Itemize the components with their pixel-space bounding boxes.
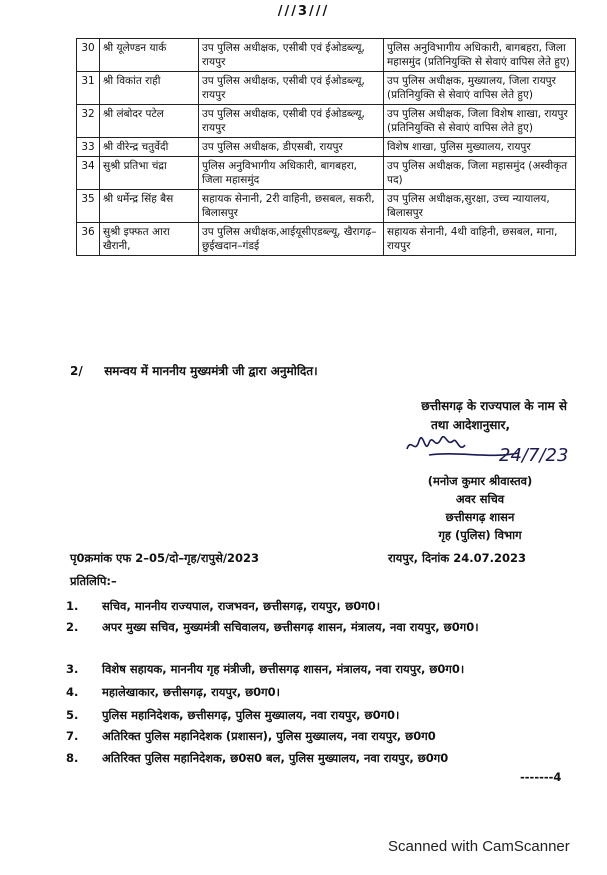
copy-number: 7. <box>66 729 79 743</box>
officer-name: श्री यूलेण्डन यार्क <box>100 39 199 72</box>
copy-number: 2. <box>66 620 79 634</box>
copy-number: 5. <box>66 708 79 722</box>
new-posting: उप पुलिस अधीक्षक, जिला विशेष शाखा, रायपुर (प्रतिनियुक्ति से सेवाएं वापिस लेते हुए) <box>384 105 576 138</box>
copy-text: अतिरिक्त पुलिस महानिदेशक, छ0स0 बल, पुलिस मुख्यालय, नवा रायपुर, छ0ग0 <box>102 751 449 765</box>
table-row <box>77 190 576 223</box>
copy-number: 1. <box>66 599 79 613</box>
signatory-name: (मनोज कुमार श्रीवास्तव) <box>427 474 533 488</box>
copy-recipient <box>66 597 566 615</box>
endorsement-number: पृ0क्रमांक एफ 2–05/दो–गृह/रापुसे/2023 <box>70 551 260 565</box>
table-row <box>77 223 576 256</box>
copy-heading: प्रतिलिपि:– <box>70 574 117 588</box>
officer-name: श्री लंबोदर पटेल <box>100 105 199 138</box>
signatory-department: गृह (पुलिस) विभाग <box>438 528 522 542</box>
row-number: 35 <box>77 190 100 223</box>
date-line: रायपुर, दिनांक 24.07.2023 <box>388 551 526 565</box>
current-posting: उप पुलिस अधीक्षक, एसीबी एवं ईओडब्ल्यू, रायपुर <box>199 72 384 105</box>
new-posting: उप पुलिस अधीक्षक, मुख्यालय, जिला रायपुर (प्रतिनियुक्ति से सेवाएं वापिस लेते हुए) <box>384 72 576 105</box>
copy-text: पुलिस महानिदेशक, छत्तीसगढ़, पुलिस मुख्यालय, नवा रायपुर, छ0ग0। <box>102 708 400 722</box>
current-posting: उप पुलिस अधीक्षक, एसीबी एवं ईओडब्ल्यू, रायपुर <box>199 39 384 72</box>
new-posting: विशेष शाखा, पुलिस मुख्यालय, रायपुर <box>384 138 576 157</box>
copy-text: सचिव, माननीय राज्यपाल, राजभवन, छत्तीसगढ़, रायपुर, छ0ग0। <box>102 599 381 613</box>
paragraph-text: समन्वय में माननीय मुख्यमंत्री जी द्वारा अनुमोदित। <box>104 364 318 378</box>
row-number: 32 <box>77 105 100 138</box>
copy-text: महालेखाकार, छत्तीसगढ़, रायपुर, छ0ग0। <box>102 685 280 699</box>
row-number: 36 <box>77 223 100 256</box>
officer-name: सुश्री इफ्फत आरा खैरानी, <box>100 223 199 256</box>
copy-recipient <box>66 660 566 678</box>
current-posting: सहायक सेनानी, 2री वाहिनी, छसबल, सकरी, बिलासपुर <box>199 190 384 223</box>
table-row <box>77 105 576 138</box>
order-line-2: तथा आदेशानुसार, <box>430 418 510 432</box>
copy-recipient <box>66 727 566 745</box>
new-posting: उप पुलिस अधीक्षक,सुरक्षा, उच्च न्यायालय, बिलासपुर <box>384 190 576 223</box>
transfer-table <box>76 38 576 256</box>
officer-name: श्री वीरेन्द्र चतुर्वेदी <box>100 138 199 157</box>
table-row <box>77 157 576 190</box>
copy-number: 3. <box>66 662 79 676</box>
table-row <box>77 138 576 157</box>
new-posting: पुलिस अनुविभागीय अधिकारी, बागबहरा, जिला महासमुंद (प्रतिनियुक्ति से सेवाएं वापिस लेते हुए) <box>384 39 576 72</box>
current-posting: पुलिस अनुविभागीय अधिकारी, बागबहरा, जिला महासमुंद <box>199 157 384 190</box>
officer-name: श्री धर्मेन्द्र सिंह बैस <box>100 190 199 223</box>
copy-text: विशेष सहायक, माननीय गृह मंत्रीजी, छत्तीसगढ़ शासन, मंत्रालय, नवा रायपुर, छ0ग0। <box>102 662 465 676</box>
signature <box>399 425 569 475</box>
officer-name: सुश्री प्रतिभा चंद्रा <box>100 157 199 190</box>
row-number: 30 <box>77 39 100 72</box>
new-posting: उप पुलिस अधीक्षक, जिला महासमुंद (अस्वीकृत पद) <box>384 157 576 190</box>
copy-recipient <box>66 618 566 636</box>
officer-name: श्री विकांत राही <box>100 72 199 105</box>
row-number: 34 <box>77 157 100 190</box>
signatory-designation: अवर सचिव <box>455 492 505 506</box>
scanner-watermark: Scanned with CamScanner <box>388 838 570 855</box>
copy-text: अतिरिक्त पुलिस महानिदेशक (प्रशासन), पुलिस मुख्यालय, नवा रायपुर, छ0ग0 <box>102 729 436 743</box>
new-posting: सहायक सेनानी, 4थी वाहिनी, छसबल, माना, रायपुर <box>384 223 576 256</box>
row-number: 33 <box>77 138 100 157</box>
current-posting: उप पुलिस अधीक्षक, डीएसबी, रायपुर <box>199 138 384 157</box>
current-posting: उप पुलिस अधीक्षक,आईयूसीएडब्ल्यू, खैरागढ़–छुईखदान–गंडई <box>199 223 384 256</box>
copy-recipient <box>66 749 566 767</box>
row-number: 31 <box>77 72 100 105</box>
signature-date: 24/7/23 <box>499 445 569 466</box>
page-number: ///3/// <box>277 4 330 19</box>
copy-number: 4. <box>66 685 79 699</box>
order-line-1: छत्तीसगढ़ के राज्यपाल के नाम से <box>421 399 567 413</box>
paragraph-2 <box>70 362 570 379</box>
table-row <box>77 72 576 105</box>
signatory-government: छत्तीसगढ़ शासन <box>445 510 515 524</box>
current-posting: उप पुलिस अधीक्षक, एसीबी एवं ईओडब्ल्यू, रायपुर <box>199 105 384 138</box>
copy-recipient <box>66 706 566 724</box>
continuation-mark: -------4 <box>520 770 562 784</box>
table-row <box>77 39 576 72</box>
copy-recipient <box>66 683 566 701</box>
paragraph-number: 2/ <box>70 364 83 378</box>
copy-text: अपर मुख्य सचिव, मुख्यमंत्री सचिवालय, छत्तीसगढ़ शासन, मंत्रालय, नवा रायपुर, छ0ग0। <box>102 620 479 634</box>
copy-number: 8. <box>66 751 79 765</box>
